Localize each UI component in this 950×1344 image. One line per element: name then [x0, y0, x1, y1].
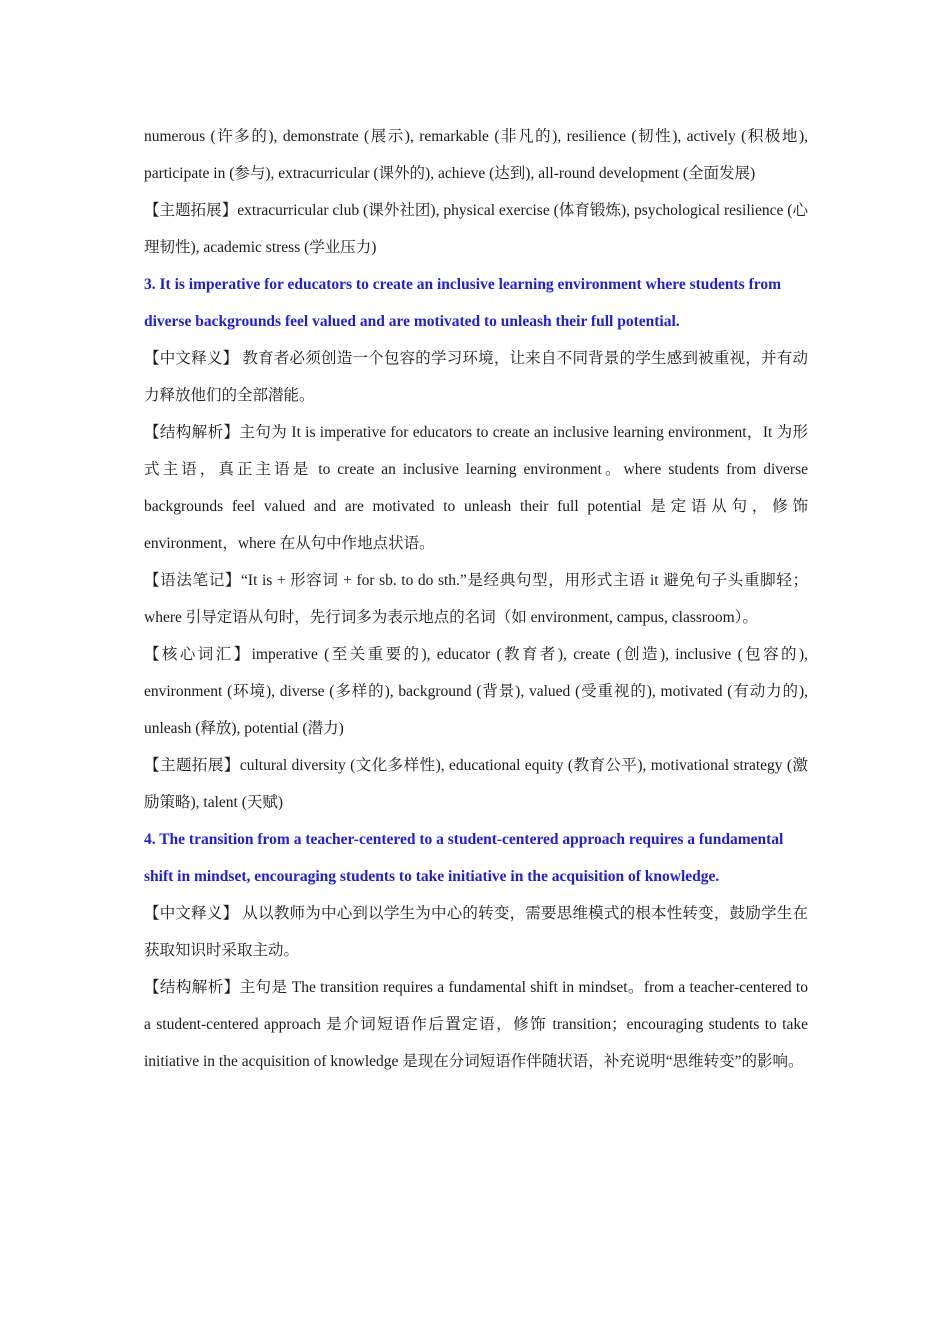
theme-paragraph-2: 【主题拓展】extracurricular club (课外社团), physical exercise (体育锻炼), psychological resilience (心理韧性), academic stress (学业压力)	[144, 202, 808, 256]
sentence-3-structure: 【结构解析】主句为 It is imperative for educators to create an inclusive learning environment，It 为形式主语，真正主语是 to create an inclusive learning environment。where students from diverse backgrounds feel valued and are motivated to unleash their full potential 是定语从句，修饰 environment，where 在从句中作地点状语。	[144, 424, 808, 552]
sentence-3-heading: 3. It is imperative for educators to create an inclusive learning environment where students from diverse backgrounds feel valued and are motivated to unleash their full potential.	[144, 276, 782, 330]
vocab-paragraph-2: numerous (许多的), demonstrate (展示), remarkable (非凡的), resilience (韧性), actively (积极地), participate in (参与), extracurricular (课外的), achieve (达到), all-round development (全面发展)	[144, 128, 808, 182]
sentence-4-chinese: 【中文释义】 从以教师为中心到以学生为中心的转变，需要思维模式的根本性转变，鼓励学生在获取知识时采取主动。	[144, 905, 808, 959]
sentence-3-chinese: 【中文释义】 教育者必须创造一个包容的学习环境，让来自不同背景的学生感到被重视，并有动力释放他们的全部潜能。	[144, 350, 808, 404]
document-page	[144, 118, 808, 1080]
sentence-4-structure: 【结构解析】主句是 The transition requires a fundamental shift in mindset。from a teacher-centered to a student-centered approach 是介词短语作后置定语，修饰 transition；encouraging students to take initiative in the acquisition of knowledge 是现在分词短语作伴随状语，补充说明“思维转变”的影响。	[144, 979, 808, 1070]
sentence-4-heading: 4. The transition from a teacher-centered to a student-centered approach requires a fundamental shift in mindset, encouraging students to take initiative in the acquisition of knowledge.	[144, 831, 784, 885]
sentence-3-grammar: 【语法笔记】“It is + 形容词 + for sb. to do sth.”是经典句型，用形式主语 it 避免句子头重脚轻；where 引导定语从句时，先行词多为表示地点的名词（如 environment, campus, classroom）。	[144, 572, 808, 626]
sentence-3-theme: 【主题拓展】cultural diversity (文化多样性), educational equity (教育公平), motivational strategy (激励策略), talent (天赋)	[144, 757, 808, 811]
sentence-3-vocab: 【核心词汇】imperative (至关重要的), educator (教育者), create (创造), inclusive (包容的), environment (环境), diverse (多样的), background (背景), valued (受重视的), motivated (有动力的), unleash (释放), potential (潜力)	[144, 646, 808, 737]
